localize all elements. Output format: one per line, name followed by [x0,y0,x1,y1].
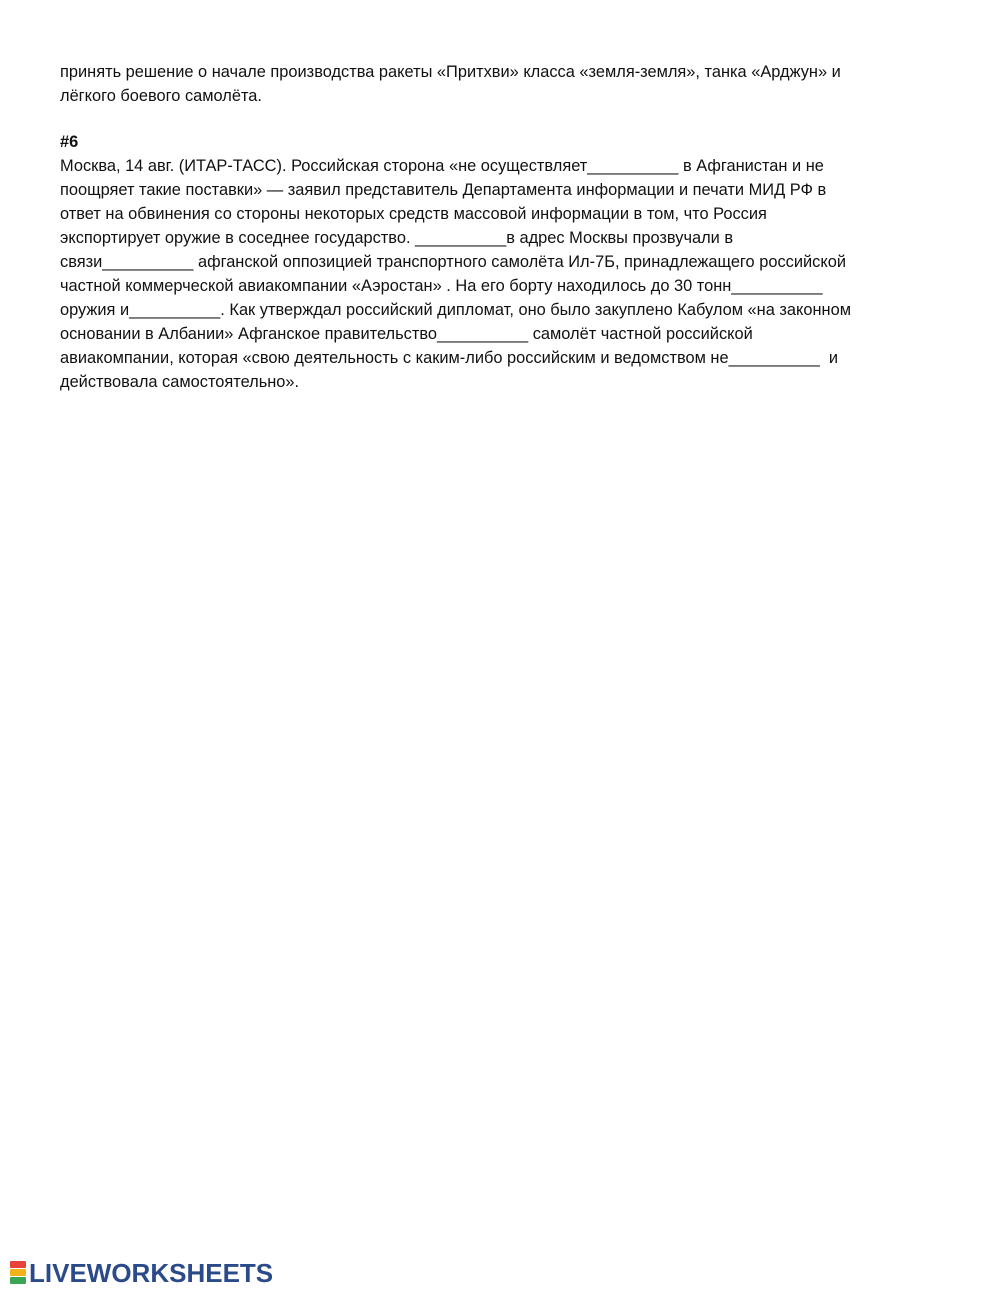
body-line-2: поощряет такие поставки» — заявил представитель Департамента информации и печати МИД РФ в [60,181,827,199]
logo-badge-icon [10,1261,26,1285]
intro-line-1: принять решение о начале производства ракеты «Притхви» класса «земля-земля», танка «Арджун» и [60,63,841,81]
badge-stripe-top [10,1261,26,1268]
body-line-7: оружия и__________. Как утверждал российский дипломат, оно было закуплено Кабулом «на законном [60,301,851,319]
section-heading: #6 [60,133,79,151]
logo-text: LIVEWORKSHEETS [29,1258,274,1288]
badge-stripe-mid [10,1269,26,1276]
body-line-5: связи__________ афганской оппозицией транспортного самолёта Ил-7Б, принадлежащего российской [60,253,846,271]
body-line-8: основании в Албании» Афганское правительство__________ самолёт частной российской [60,325,753,343]
body-line-1: Москва, 14 авг. (ИТАР-ТАСС). Российская сторона «не осуществляет__________ в Афганистан и не [60,157,824,175]
badge-stripe-bottom [10,1277,26,1284]
body-line-6: частной коммерческой авиакомпании «Аэростан» . На его борту находилось до 30 тонн__________ [60,277,823,295]
intro-line-2: лёгкого боевого самолёта. [60,87,262,105]
body-line-9: авиакомпании, которая «свою деятельность с каким-либо российским и ведомством не__________ и [60,349,839,367]
body-line-4: экспортирует оружие в соседнее государство. __________в адрес Москвы прозвучали в [60,229,734,247]
body-line-3: ответ на обвинения со стороны некоторых средств массовой информации в том, что Россия [60,205,767,223]
liveworksheets-logo [10,1259,273,1287]
body-line-10: действовала самостоятельно». [60,373,300,391]
